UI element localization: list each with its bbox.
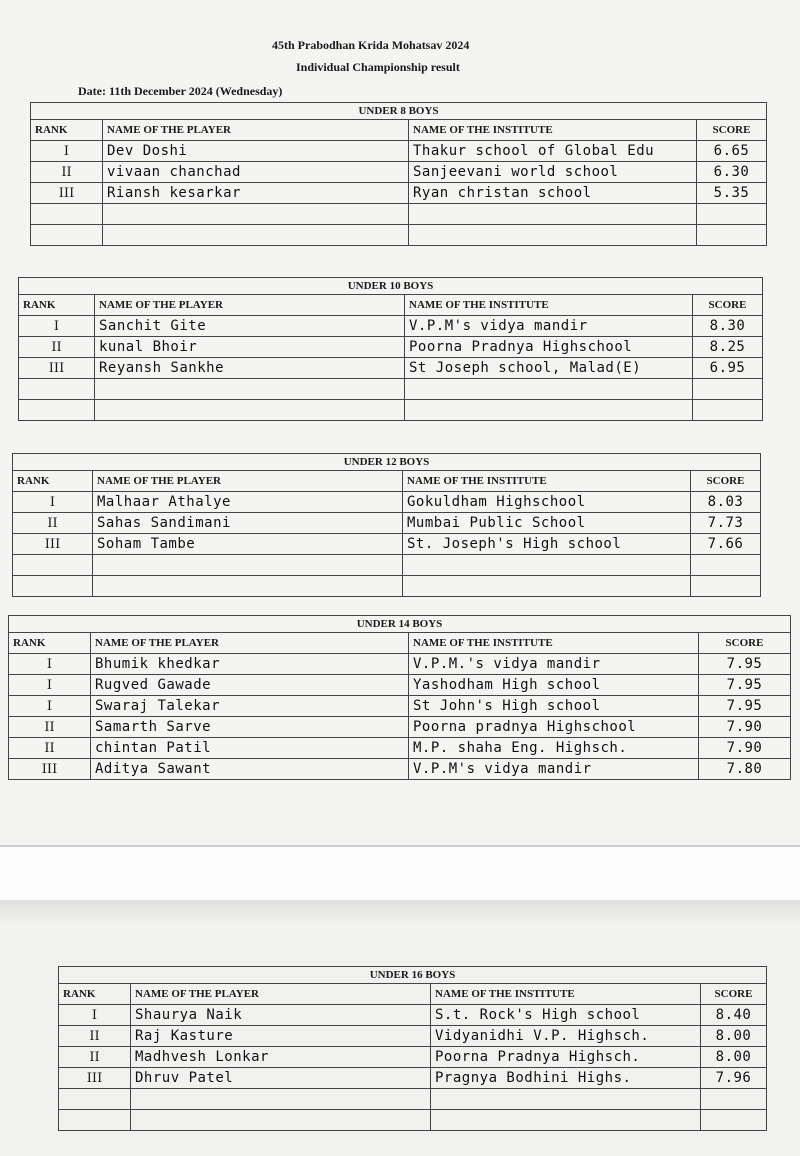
- institute-header: NAME OF THE INSTITUTE: [431, 984, 701, 1005]
- score-cell: 7.96: [701, 1068, 767, 1089]
- institute-name: Poorna Pradnya Highschool: [405, 337, 693, 358]
- score-cell: 8.30: [693, 316, 763, 337]
- blank-row: [59, 1089, 767, 1110]
- score-header: SCORE: [697, 120, 767, 141]
- rank-header: RANK: [19, 295, 95, 316]
- score-cell: 6.30: [697, 162, 767, 183]
- score-cell: 5.35: [697, 183, 767, 204]
- results-table-0: [30, 102, 767, 246]
- blank-row: [59, 1110, 767, 1131]
- rank-cell: III: [13, 534, 93, 555]
- player-name: Reyansh Sankhe: [95, 358, 405, 379]
- table-row: [9, 654, 791, 675]
- institute-name: Sanjeevani world school: [409, 162, 697, 183]
- rank-cell: III: [19, 358, 95, 379]
- rank-cell: I: [31, 141, 103, 162]
- institute-name: St John's High school: [409, 696, 699, 717]
- player-header: NAME OF THE PLAYER: [93, 471, 403, 492]
- section-caption: UNDER 16 BOYS: [59, 967, 767, 984]
- score-cell: 8.03: [691, 492, 761, 513]
- institute-name: S.t. Rock's High school: [431, 1005, 701, 1026]
- institute-header: NAME OF THE INSTITUTE: [405, 295, 693, 316]
- institute-header: NAME OF THE INSTITUTE: [403, 471, 691, 492]
- results-table-1: [18, 277, 763, 421]
- rank-cell: III: [59, 1068, 131, 1089]
- blank-row: [13, 555, 761, 576]
- table-row: [9, 717, 791, 738]
- player-name: Dev Doshi: [103, 141, 409, 162]
- score-header: SCORE: [699, 633, 791, 654]
- score-cell: 8.00: [701, 1047, 767, 1068]
- player-name: Malhaar Athalye: [93, 492, 403, 513]
- table-row: [59, 1005, 767, 1026]
- rank-cell: II: [19, 337, 95, 358]
- institute-name: V.P.M's vidya mandir: [409, 759, 699, 780]
- table-row: [31, 162, 767, 183]
- institute-name: Pragnya Bodhini Highs.: [431, 1068, 701, 1089]
- table-row: [13, 513, 761, 534]
- blank-row: [13, 576, 761, 597]
- table-row: [59, 1068, 767, 1089]
- score-cell: 7.95: [699, 675, 791, 696]
- rank-cell: II: [9, 738, 91, 759]
- results-table-4: [58, 966, 767, 1131]
- institute-name: M.P. shaha Eng. Highsch.: [409, 738, 699, 759]
- player-name: kunal Bhoir: [95, 337, 405, 358]
- player-name: chintan Patil: [91, 738, 409, 759]
- institute-name: Poorna Pradnya Highsch.: [431, 1047, 701, 1068]
- table-row: [59, 1047, 767, 1068]
- score-cell: 7.66: [691, 534, 761, 555]
- player-name: vivaan chanchad: [103, 162, 409, 183]
- institute-name: Poorna pradnya Highschool: [409, 717, 699, 738]
- table-row: [9, 675, 791, 696]
- blank-row: [31, 204, 767, 225]
- player-name: Aditya Sawant: [91, 759, 409, 780]
- player-name: Dhruv Patel: [131, 1068, 431, 1089]
- rank-cell: I: [9, 696, 91, 717]
- player-header: NAME OF THE PLAYER: [95, 295, 405, 316]
- section-caption: UNDER 8 BOYS: [31, 103, 767, 120]
- result-date: Date: 11th December 2024 (Wednesday): [78, 84, 283, 98]
- section-caption: UNDER 14 BOYS: [9, 616, 791, 633]
- table-row: [19, 337, 763, 358]
- player-header: NAME OF THE PLAYER: [131, 984, 431, 1005]
- event-title: 45th Prabodhan Krida Mohatsav 2024: [272, 38, 470, 52]
- institute-name: Thakur school of Global Edu: [409, 141, 697, 162]
- results-table-2: [12, 453, 761, 597]
- score-header: SCORE: [693, 295, 763, 316]
- score-cell: 7.95: [699, 696, 791, 717]
- score-cell: 7.95: [699, 654, 791, 675]
- rank-header: RANK: [59, 984, 131, 1005]
- table-row: [19, 316, 763, 337]
- score-cell: 8.00: [701, 1026, 767, 1047]
- rank-cell: II: [13, 513, 93, 534]
- institute-name: St Joseph school, Malad(E): [405, 358, 693, 379]
- score-header: SCORE: [701, 984, 767, 1005]
- player-name: Bhumik khedkar: [91, 654, 409, 675]
- player-name: Riansh kesarkar: [103, 183, 409, 204]
- rank-cell: II: [59, 1026, 131, 1047]
- institute-name: V.P.M.'s vidya mandir: [409, 654, 699, 675]
- table-row: [9, 738, 791, 759]
- table-row: [9, 759, 791, 780]
- blank-row: [31, 225, 767, 246]
- rank-cell: I: [9, 675, 91, 696]
- rank-header: RANK: [9, 633, 91, 654]
- institute-name: Ryan christan school: [409, 183, 697, 204]
- table-row: [19, 358, 763, 379]
- institute-name: Mumbai Public School: [403, 513, 691, 534]
- table-row: [13, 534, 761, 555]
- table-row: [31, 141, 767, 162]
- event-subtitle: Individual Championship result: [296, 60, 460, 74]
- player-name: Rugved Gawade: [91, 675, 409, 696]
- player-name: Madhvesh Lonkar: [131, 1047, 431, 1068]
- section-caption: UNDER 12 BOYS: [13, 454, 761, 471]
- blank-row: [19, 379, 763, 400]
- institute-name: St. Joseph's High school: [403, 534, 691, 555]
- score-cell: 6.95: [693, 358, 763, 379]
- rank-cell: I: [13, 492, 93, 513]
- score-cell: 7.90: [699, 738, 791, 759]
- section-caption: UNDER 10 BOYS: [19, 278, 763, 295]
- score-cell: 8.40: [701, 1005, 767, 1026]
- score-header: SCORE: [691, 471, 761, 492]
- blank-row: [19, 400, 763, 421]
- institute-name: Yashodham High school: [409, 675, 699, 696]
- rank-cell: II: [9, 717, 91, 738]
- rank-cell: III: [31, 183, 103, 204]
- player-name: Soham Tambe: [93, 534, 403, 555]
- rank-cell: II: [59, 1047, 131, 1068]
- rank-header: RANK: [13, 471, 93, 492]
- institute-name: Vidyanidhi V.P. Highsch.: [431, 1026, 701, 1047]
- player-name: Sahas Sandimani: [93, 513, 403, 534]
- rank-cell: I: [59, 1005, 131, 1026]
- rank-header: RANK: [31, 120, 103, 141]
- player-name: Swaraj Talekar: [91, 696, 409, 717]
- rank-cell: III: [9, 759, 91, 780]
- institute-name: V.P.M's vidya mandir: [405, 316, 693, 337]
- score-cell: 7.73: [691, 513, 761, 534]
- table-row: [31, 183, 767, 204]
- rank-cell: I: [9, 654, 91, 675]
- player-name: Samarth Sarve: [91, 717, 409, 738]
- institute-header: NAME OF THE INSTITUTE: [409, 633, 699, 654]
- score-cell: 8.25: [693, 337, 763, 358]
- score-cell: 7.80: [699, 759, 791, 780]
- player-name: Shaurya Naik: [131, 1005, 431, 1026]
- table-row: [59, 1026, 767, 1047]
- player-name: Sanchit Gite: [95, 316, 405, 337]
- table-row: [13, 492, 761, 513]
- results-table-3: [8, 615, 791, 780]
- player-header: NAME OF THE PLAYER: [91, 633, 409, 654]
- rank-cell: II: [31, 162, 103, 183]
- rank-cell: I: [19, 316, 95, 337]
- player-name: Raj Kasture: [131, 1026, 431, 1047]
- institute-name: Gokuldham Highschool: [403, 492, 691, 513]
- table-row: [9, 696, 791, 717]
- player-header: NAME OF THE PLAYER: [103, 120, 409, 141]
- score-cell: 7.90: [699, 717, 791, 738]
- institute-header: NAME OF THE INSTITUTE: [409, 120, 697, 141]
- page-gap: [0, 845, 800, 902]
- score-cell: 6.65: [697, 141, 767, 162]
